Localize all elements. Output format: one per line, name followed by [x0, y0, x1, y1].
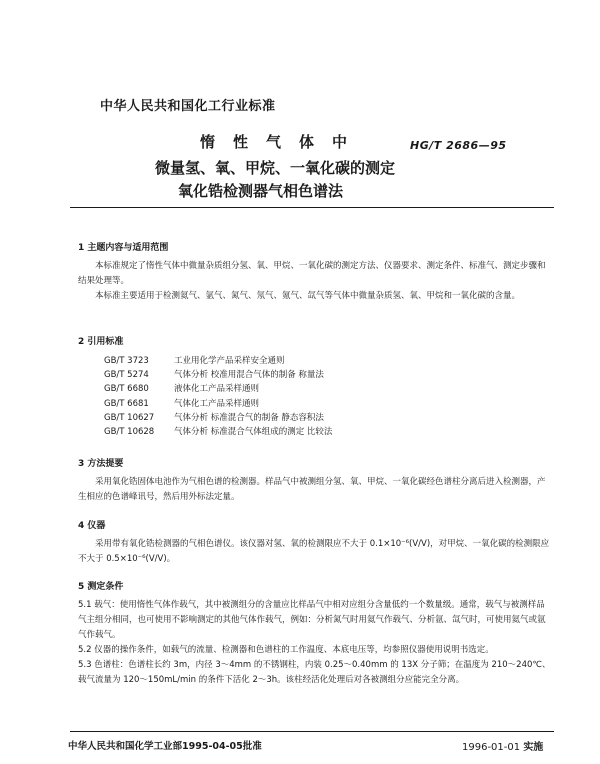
clause-5-3: 5.3 色谱柱：色谱柱长约 3m，内径 3～4mm 的不锈钢柱，内装 0.25～0.40mm 的 13X 分子筛；在温度为 210～240℃、载气流量为 120～150mL/min 的条件下活化 2～3h。该柱经活化处理后对各被测组分应能完全分离。 [78, 660, 551, 685]
section-4-paragraph-1: 采用带有氧化锆检测器的气相色谱仪。该仪器对氢、氧的检测限应不大于 0.1×10⁻⁶(V/V)，对甲烷、一氧化碳的检测限应不大于 0.5×10⁻⁶(V/V)。 [78, 539, 550, 564]
reference-item [104, 382, 332, 396]
reference-title: 液体化工产品采样通则 [174, 384, 260, 395]
bottom-rule [70, 731, 554, 732]
reference-code: GB/T 10627 [104, 412, 155, 423]
reference-item [104, 368, 332, 382]
section-4-body [78, 537, 552, 567]
reference-code: GB/T 6681 [104, 398, 149, 409]
reference-title: 气体分析 标准混合气的制备 静态容积法 [174, 412, 324, 423]
section-1-paragraph-2: 本标准主要适用于检测氦气、氩气、氮气、氖气、氪气、氙气等气体中微量杂质氢、氧、甲烷和一氧化碳的含量。 [95, 291, 521, 301]
section-1-body [78, 259, 552, 304]
title-line-3: 氧化锆检测器气相色谱法 [178, 182, 344, 200]
reference-code: GB/T 5274 [104, 370, 149, 381]
implementation-line [462, 738, 543, 753]
reference-code: GB/T 3723 [104, 356, 149, 366]
standard-number: HG/T 2686—95 [410, 139, 507, 152]
approval-line: 中华人民共和国化学工业部1995-04-05批准 [68, 741, 262, 752]
issuer-header: 中华人民共和国化工行业标准 [100, 99, 276, 114]
reference-title: 工业用化学产品采样安全通则 [174, 356, 285, 366]
section-1-heading: 1 主题内容与适用范围 [78, 243, 169, 253]
reference-title: 气体化工产品采样通则 [174, 398, 260, 409]
section-4-heading: 4 仪器 [78, 521, 106, 531]
section-5-body [78, 598, 552, 688]
title-line-1: 惰性气体中 [200, 133, 366, 151]
section-1-paragraph-1: 本标准规定了惰性气体中微量杂质组分氢、氧、甲烷、一氧化碳的测定方法、仪器要求、测定条件、标准气、测定步骤和结果处理等。 [78, 261, 546, 286]
reference-title: 气体分析 校准用混合气体的制备 称量法 [174, 370, 324, 381]
reference-item [104, 354, 332, 368]
reference-item [104, 397, 332, 411]
reference-item [104, 411, 332, 425]
reference-title: 气体分析 标准混合气体组成的测定 比较法 [174, 427, 333, 438]
section-3-paragraph-1: 采用氧化锆固体电池作为气相色谱的检测器。样品气中被测组分氢、氧、甲烷、一氧化碳经色谱柱分离后进入检测器，产生相应的色谱峰讯号，然后用外标法定量。 [78, 477, 546, 502]
reference-code: GB/T 6680 [104, 384, 149, 395]
section-5-heading: 5 测定条件 [78, 582, 124, 592]
reference-item [104, 425, 332, 439]
section-3-body [78, 475, 552, 505]
implementation-date: 1996-01-01 [462, 742, 521, 753]
title-line-2: 微量氢、氧、甲烷、一氧化碳的测定 [155, 159, 396, 177]
section-3-heading: 3 方法提要 [78, 459, 124, 469]
reference-list [104, 354, 332, 439]
reference-code: GB/T 10628 [104, 427, 155, 438]
section-2-heading: 2 引用标准 [78, 337, 124, 347]
clause-5-2: 5.2 仪器的操作条件，如载气的流量、检测器和色谱柱的工作温度、本底电压等，均参照仪器使用说明书选定。 [78, 645, 494, 655]
implementation-label: 实施 [523, 742, 544, 753]
clause-5-1: 5.1 载气：使用惰性气体作载气，其中被测组分的含量应比样品气中相对应组分含量低约一个数量级。通常，载气与被测样品气主组分相同，也可使用不影响测定的其他气体作载气，例如：分析氮气时用氦气作载气、分析氩、氙气时，可使用氦气或氩气作载气。 [78, 600, 546, 640]
top-rule [70, 207, 554, 208]
